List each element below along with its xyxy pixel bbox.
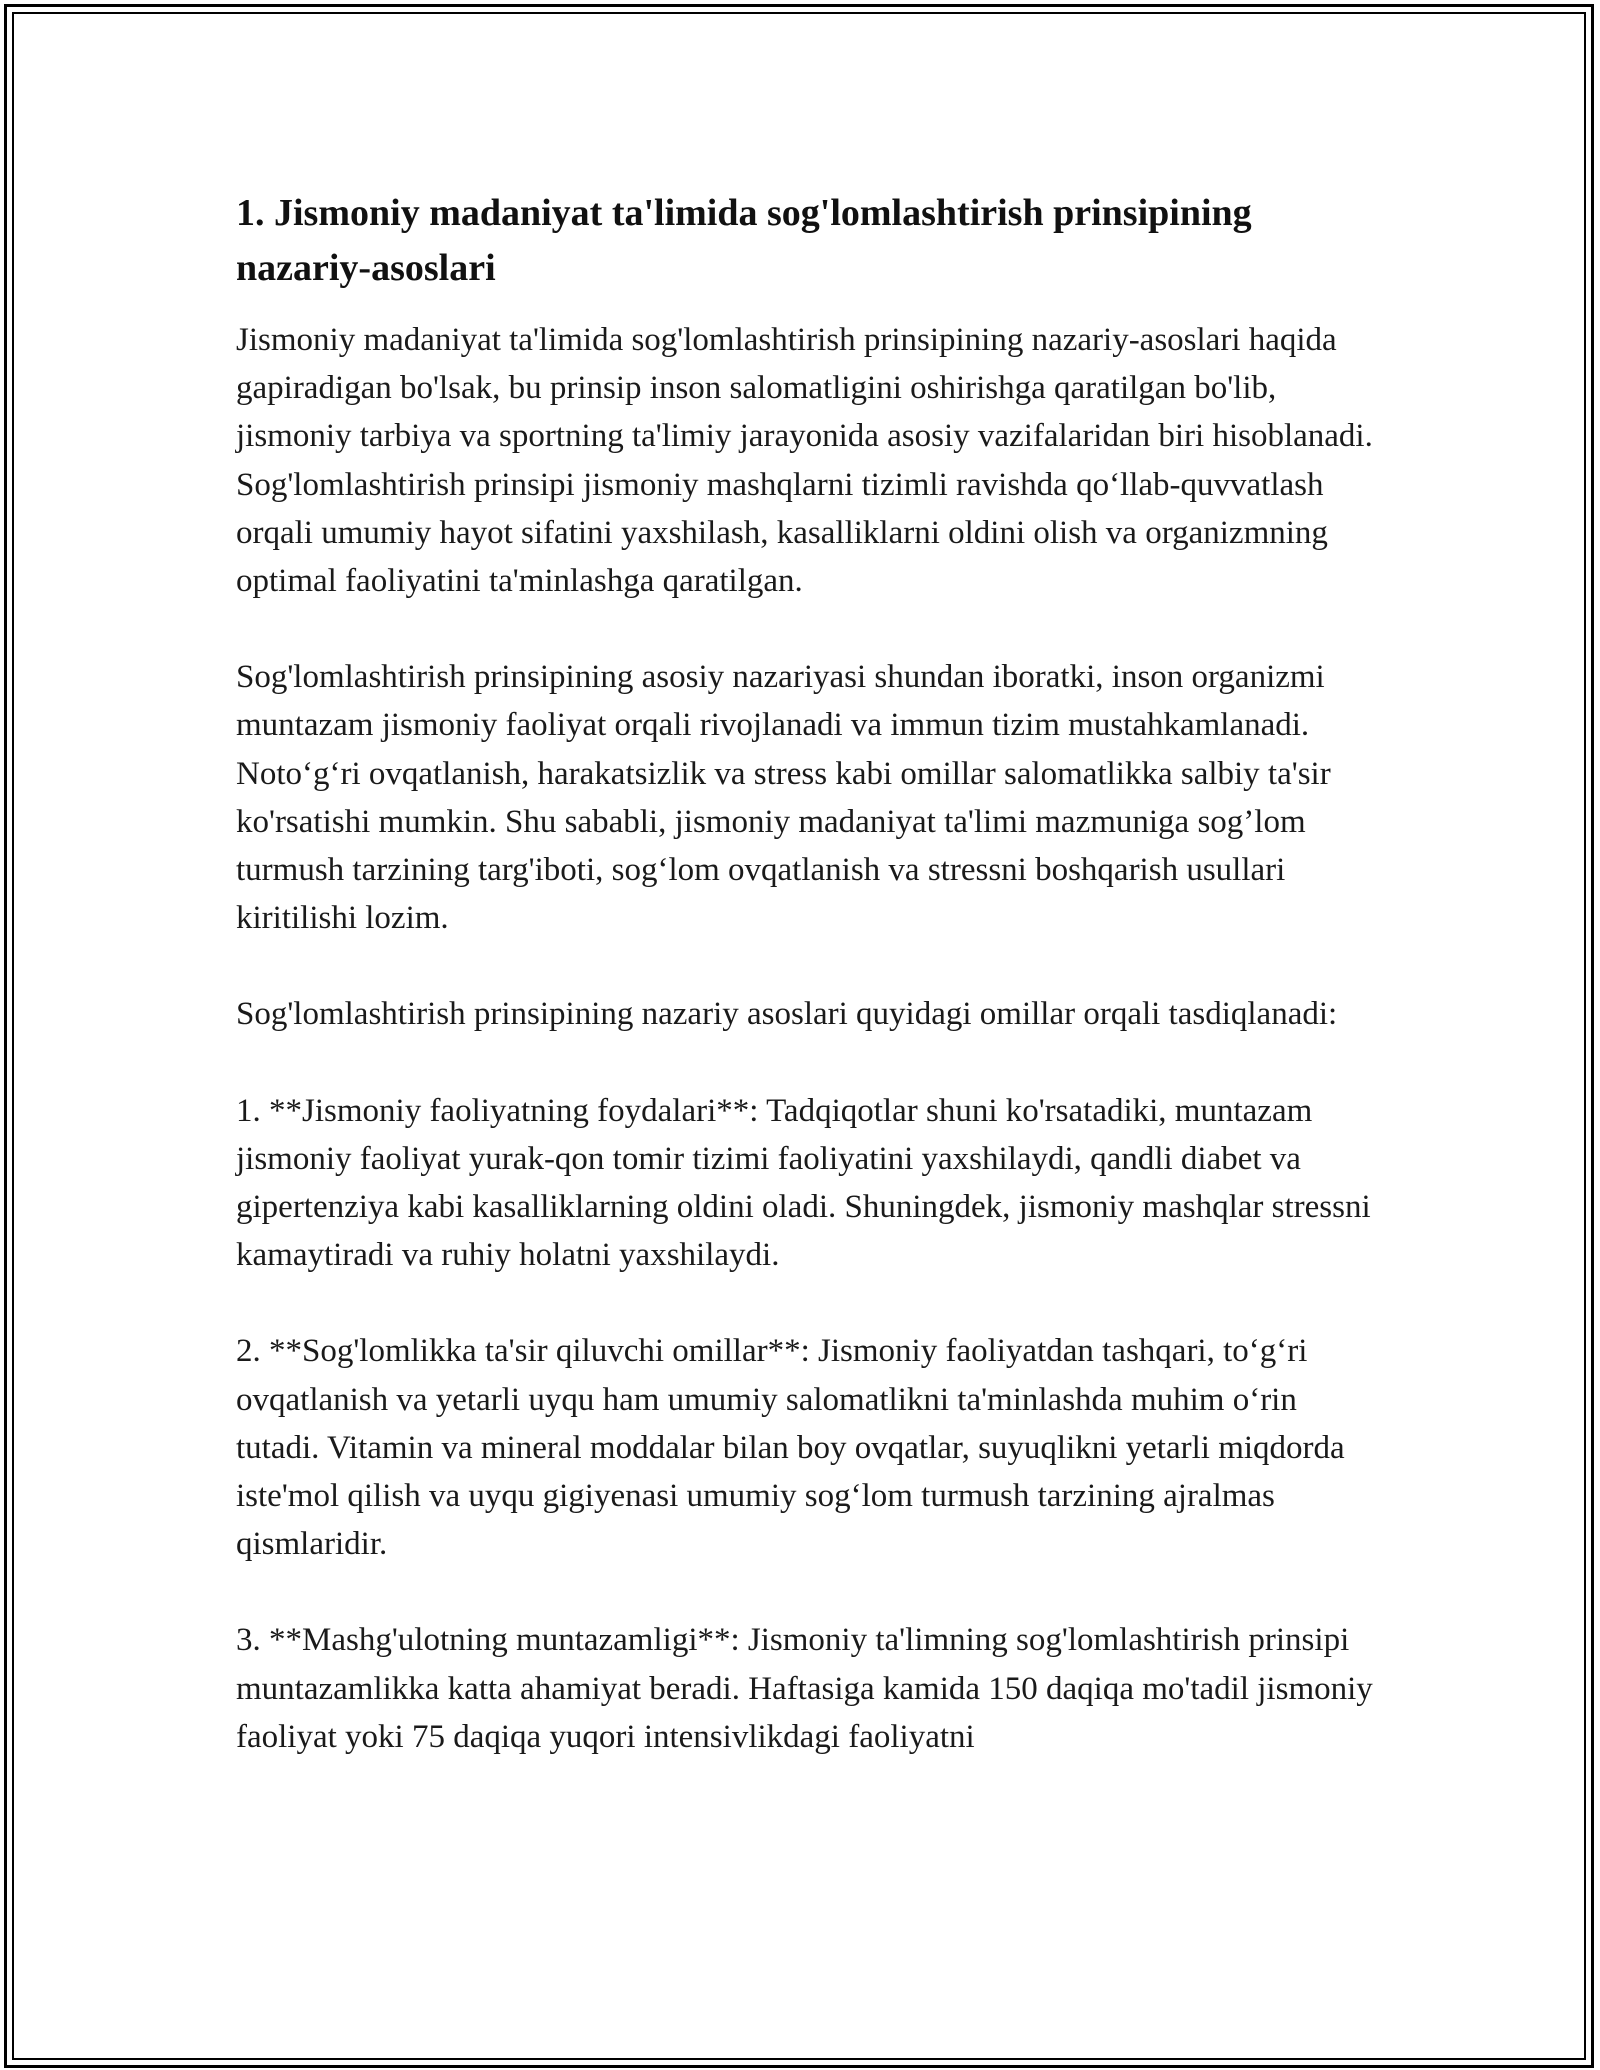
paragraph-theory: Sog'lomlashtirish prinsipining asosiy nazariyasi shundan iboratki, inson organizmi muntazam jismoniy faoliyat orqali rivojlanadi va immun tizim mustahkamlanadi. Noto‘g‘ri ovqatlanish, harakatsizlik va stress kabi omillar salomatlikka salbiy ta'sir ko'rsatishi mumkin. Shu sababli, jismoniy madaniyat ta'limi mazmuniga sog’lom turmush tarzining targ'iboti, sog‘lom ovqatlanish va stressni boshqarish usullari kiritilishi lozim.	[236, 659, 1331, 937]
paragraph-factors-intro: Sog'lomlashtirish prinsipining nazariy asoslari quyidagi omillar orqali tasdiqlanadi:	[236, 996, 1338, 1033]
list-item-health-factors: 2. **Sog'lomlikka ta'sir qiluvchi omillar**: Jismoniy faoliyatdan tashqari, to‘g‘ri ovqatlanish va yetarli uyqu ham umumiy salomatlikni ta'minlashda muhim o‘rin tutadi. Vitamin va mineral moddalar bilan boy ovqatlar, suyuqlikni yetarli miqdorda iste'mol qilish va uyqu gigiyenasi umumiy sog‘lom turmush tarzining ajralmas qismlaridir.	[236, 1333, 1345, 1563]
document-page	[236, 186, 1376, 1809]
document-title: 1. Jismoniy madaniyat ta'limida sog'lomlashtirish prinsipining nazariy-asoslari	[236, 192, 1252, 289]
paragraph-intro: Jismoniy madaniyat ta'limida sog'lomlashtirish prinsipining nazariy-asoslari haqida gapiradigan bo'lsak, bu prinsip inson salomatligini oshirishga qaratilgan bo'lib, jismoniy tarbiya va sportning ta'limiy jarayonida asosiy vazifalaridan biri hisoblanadi. Sog'lomlashtirish prinsipi jismoniy mashqlarni tizimli ravishda qo‘llab-quvvatlash orqali umumiy hayot sifatini yaxshilash, kasalliklarni oldini olish va organizmning optimal faoliyatini ta'minlashga qaratilgan.	[236, 322, 1373, 600]
list-item-regularity: 3. **Mashg'ulotning muntazamligi**: Jismoniy ta'limning sog'lomlashtirish prinsipi muntazamlikka katta ahamiyat beradi. Haftasiga kamida 150 daqiqa mo'tadil jismoniy faoliyat yoki 75 daqiqa yuqori intensivlikdagi faoliyatni	[236, 1622, 1373, 1755]
list-item-physical-activity: 1. **Jismoniy faoliyatning foydalari**: Tadqiqotlar shuni ko'rsatadiki, muntazam jismoniy faoliyat yurak-qon tomir tizimi faoliyatini yaxshilaydi, qandli diabet va gipertenziya kabi kasalliklarning oldini oladi. Shuningdek, jismoniy mashqlar stressni kamaytiradi va ruhiy holatni yaxshilaydi.	[236, 1092, 1371, 1274]
